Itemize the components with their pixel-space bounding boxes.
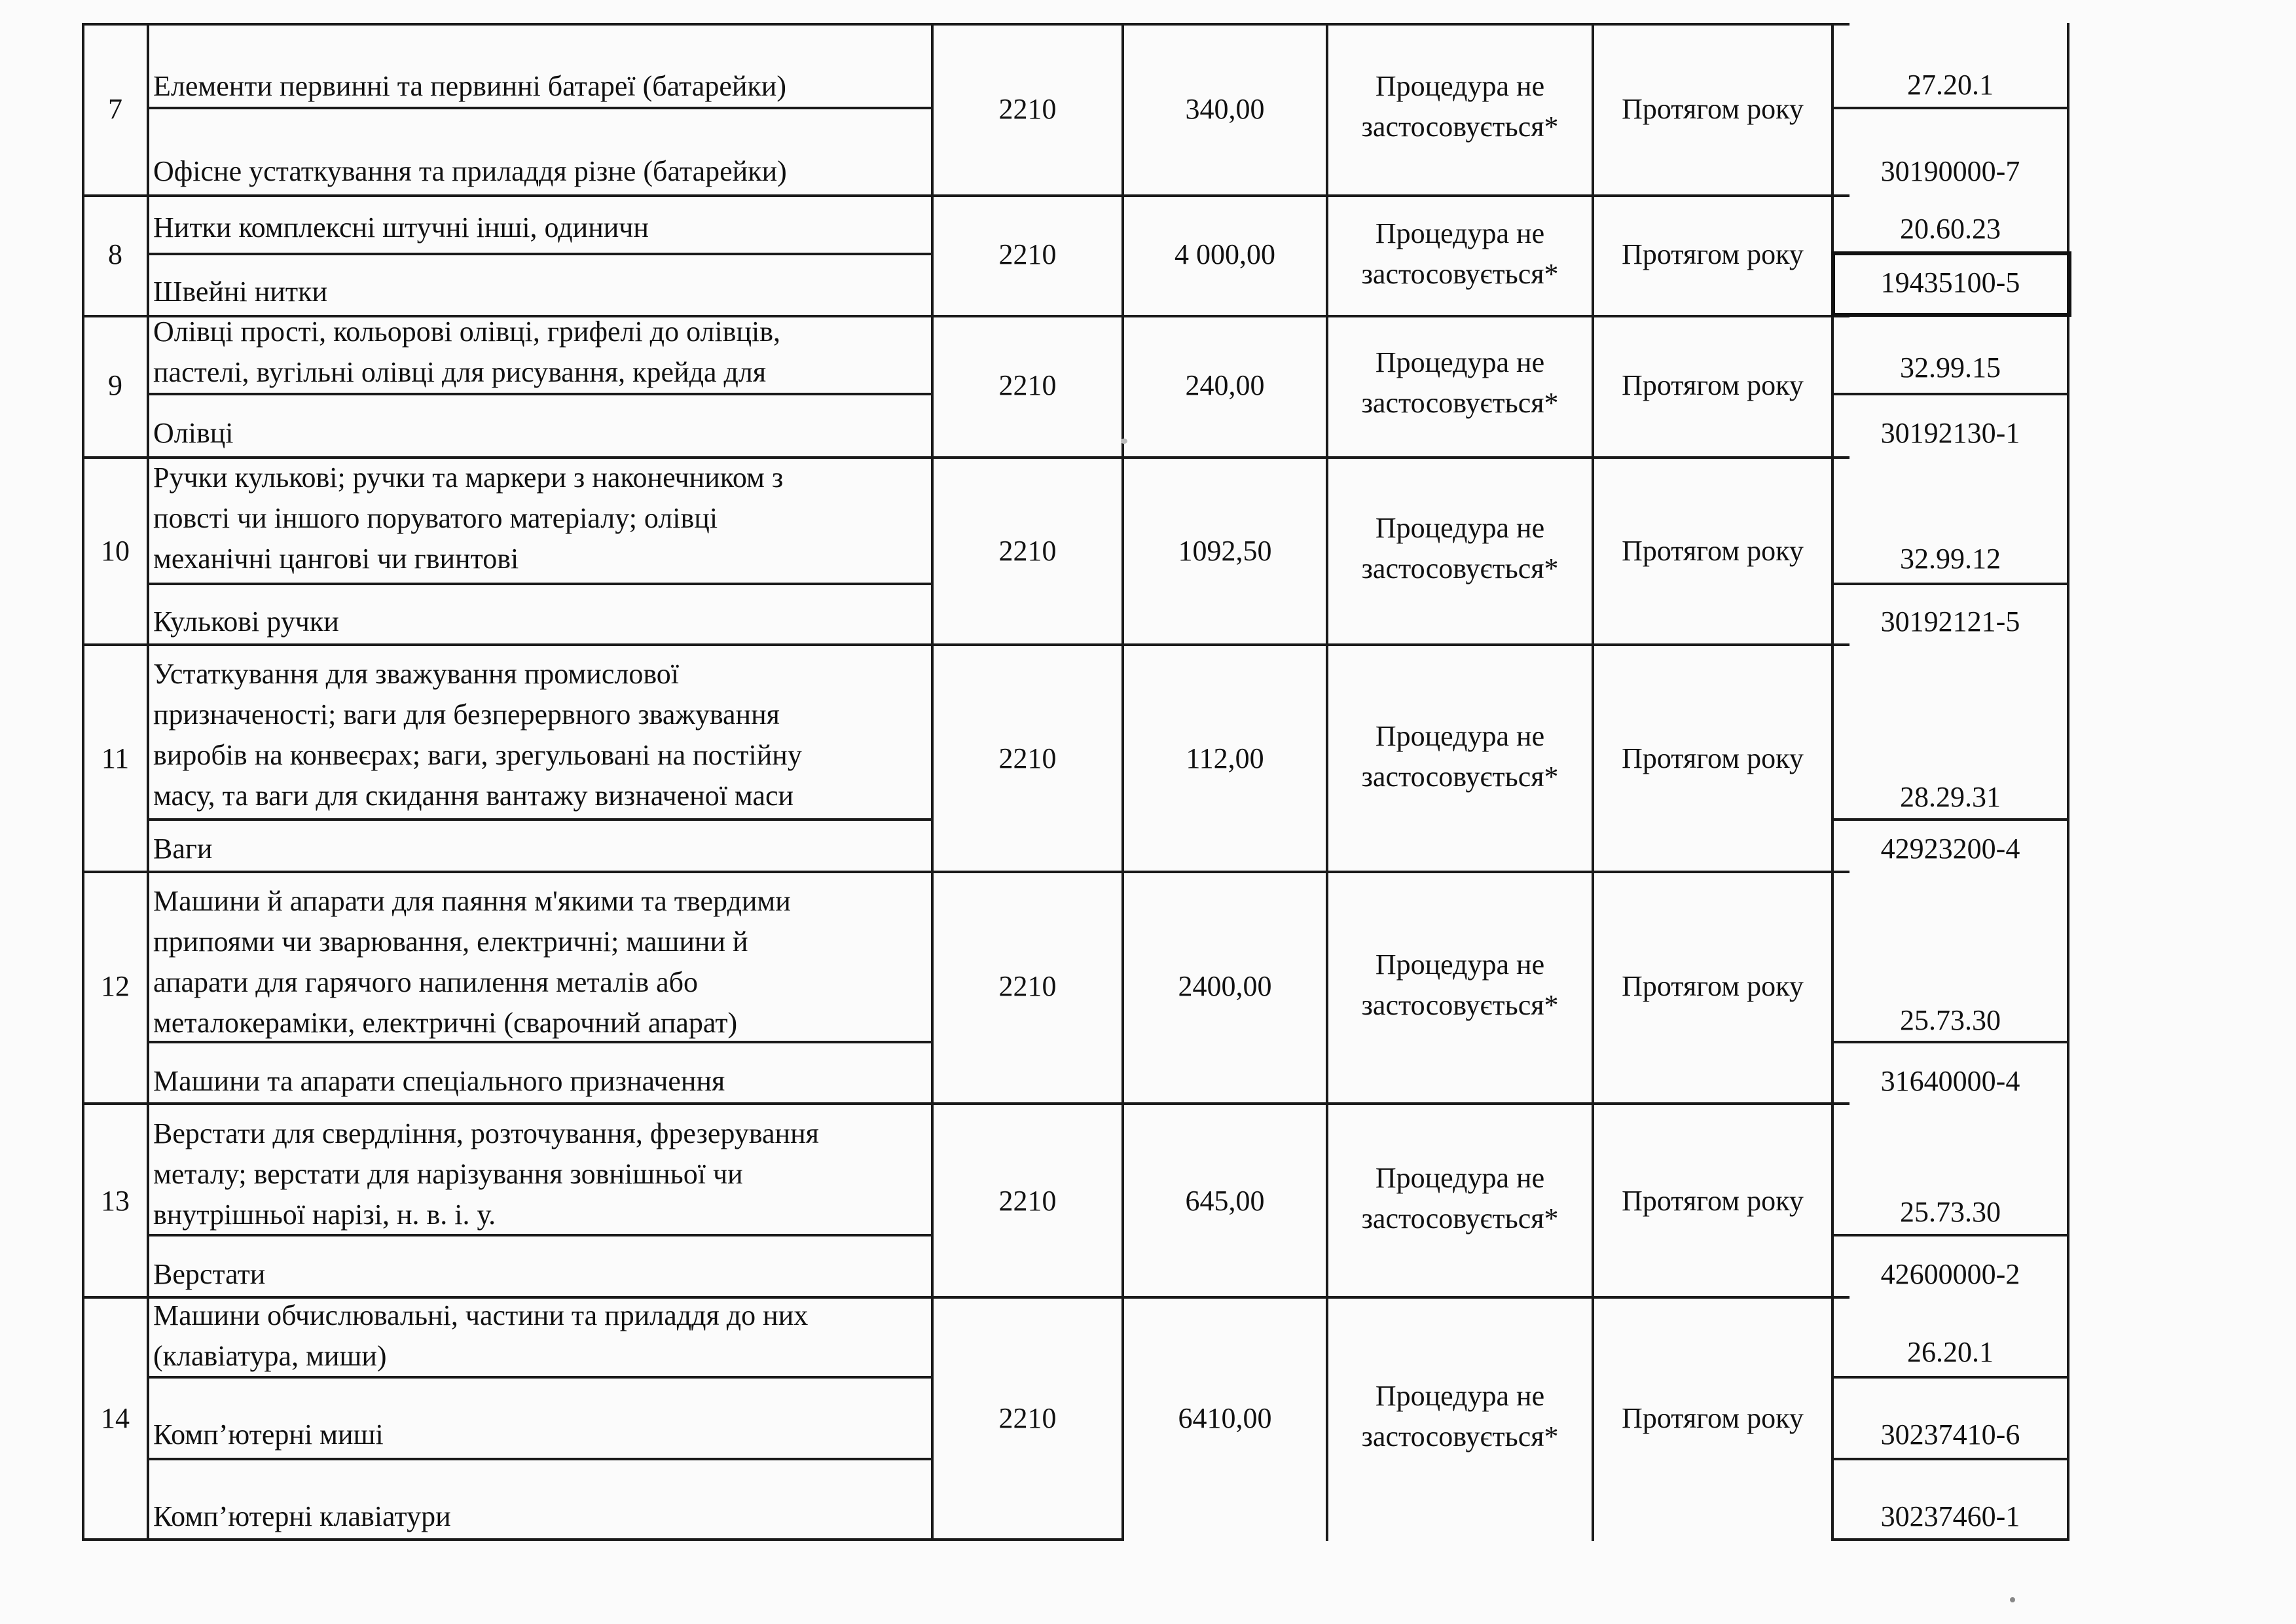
procurement-term: Протягом року <box>1622 970 1804 1002</box>
procedure-line2: застосовується* <box>1361 387 1559 419</box>
amount: 240,00 <box>1185 369 1265 401</box>
sub-separator <box>1831 1458 2069 1460</box>
kekv-code: 2210 <box>998 1402 1057 1434</box>
row-separator <box>82 194 1850 197</box>
kekv-code: 2210 <box>998 1185 1057 1217</box>
amount: 645,00 <box>1185 1185 1265 1217</box>
procurement-term: Протягом року <box>1622 535 1804 567</box>
item-name: Олівці прості, кольорові олівці, грифелі до олівців, <box>153 316 780 348</box>
classifier-code: 25.73.30 <box>1900 1196 2001 1228</box>
procedure-line2: застосовується* <box>1361 111 1559 143</box>
procedure-line1: Процедура не <box>1375 948 1545 981</box>
cpv-code: 31640000-4 <box>1880 1065 2020 1097</box>
row-number: 12 <box>101 970 130 1002</box>
row-number: 10 <box>101 535 130 567</box>
sub-separator <box>1831 107 2069 109</box>
item-name: пастелі, вугільні олівці для рисування, крейда для <box>153 356 767 388</box>
item-name: Машини та апарати спеціального призначення <box>153 1065 725 1097</box>
sub-separator <box>1831 1234 2069 1236</box>
procedure-line1: Процедура не <box>1375 346 1545 378</box>
procedure-line1: Процедура не <box>1375 217 1545 249</box>
item-name: Машини обчислювальні, частини та приладдя до них <box>153 1299 809 1331</box>
sub-separator <box>1831 393 2069 395</box>
amount: 340,00 <box>1185 93 1265 125</box>
row-separator <box>82 1102 1850 1105</box>
classifier-code: 32.99.15 <box>1900 352 2001 384</box>
procedure-line1: Процедура не <box>1375 1380 1545 1412</box>
sub-separator <box>1831 818 2069 821</box>
column-border <box>147 23 149 1541</box>
amount: 1092,50 <box>1178 535 1272 567</box>
table-top-border <box>82 23 1850 26</box>
item-name: Ваги <box>153 833 213 865</box>
item-name: Ручки кулькові; ручки та маркери з наконечником з <box>153 461 784 494</box>
cpv-code: 19435100-5 <box>1880 266 2020 298</box>
row-separator <box>82 643 1850 646</box>
procedure-line2: застосовується* <box>1361 1202 1559 1235</box>
item-name: призначеності; ваги для безперервного зважування <box>153 698 780 731</box>
amount: 2400,00 <box>1178 970 1272 1002</box>
item-name: апарати для гарячого напилення металів або <box>153 966 699 998</box>
procurement-term: Протягом року <box>1622 742 1804 774</box>
scan-speck <box>2010 1597 2015 1602</box>
item-name: Машини й апарати для паяння м'якими та твердими <box>153 885 791 917</box>
sub-separator <box>149 583 932 585</box>
kekv-code: 2210 <box>998 369 1057 401</box>
table-bottom-border <box>82 1538 1123 1541</box>
item-name: Офісне устаткування та приладдя різне (батарейки) <box>153 155 787 187</box>
item-name: масу, та ваги для скидання вантажу визначеної маси <box>153 780 794 812</box>
item-name: металокераміки, електричні (сварочний апарат) <box>153 1007 738 1039</box>
kekv-code: 2210 <box>998 970 1057 1002</box>
row-number: 11 <box>101 742 130 774</box>
procedure-line2: застосовується* <box>1361 761 1559 793</box>
row-number: 7 <box>108 93 122 125</box>
item-name: Нитки комплексні штучні інші, одиничн <box>153 211 649 244</box>
cpv-code: 30237410-6 <box>1880 1418 2020 1451</box>
item-name: Елементи первинні та первинні батареї (батарейки) <box>153 70 786 102</box>
procedure-line1: Процедура не <box>1375 512 1545 544</box>
item-name: Кулькові ручки <box>153 605 339 638</box>
scan-speck <box>1121 439 1127 444</box>
column-border <box>2067 23 2069 1541</box>
procedure-line2: застосовується* <box>1361 258 1559 290</box>
sub-separator <box>1831 1376 2069 1379</box>
procedure-line1: Процедура не <box>1375 1162 1545 1194</box>
item-name: припоями чи зварювання, електричні; машини й <box>153 926 748 958</box>
sub-separator <box>149 1458 932 1460</box>
procurement-term: Протягом року <box>1622 369 1804 401</box>
item-name: Верстати <box>153 1258 266 1290</box>
item-name: Комп’ютерні миші <box>153 1418 384 1451</box>
row-number: 9 <box>108 369 122 401</box>
cpv-code: 30192130-1 <box>1880 417 2020 449</box>
item-name: повсті чи іншого поруватого матеріалу; олівці <box>153 502 718 534</box>
classifier-code: 27.20.1 <box>1907 69 1994 101</box>
item-name: Верстати для свердління, розточування, фрезерування <box>153 1117 819 1149</box>
procedure-line2: застосовується* <box>1361 1420 1559 1453</box>
item-name: механічні цангові чи гвинтові <box>153 543 519 575</box>
cpv-code: 30237460-1 <box>1880 1500 2020 1532</box>
procurement-term: Протягом року <box>1622 1185 1804 1217</box>
amount: 6410,00 <box>1178 1402 1272 1434</box>
procedure-line2: застосовується* <box>1361 989 1559 1021</box>
classifier-code: 26.20.1 <box>1907 1336 1994 1368</box>
item-name: Швейні нитки <box>153 276 327 308</box>
cpv-code: 42923200-4 <box>1880 833 2020 865</box>
classifier-code: 32.99.12 <box>1900 543 2001 575</box>
sub-separator <box>1831 583 2069 585</box>
procurement-term: Протягом року <box>1622 1402 1804 1434</box>
kekv-code: 2210 <box>998 742 1057 774</box>
procedure-line1: Процедура не <box>1375 720 1545 752</box>
classifier-code: 28.29.31 <box>1900 781 2001 813</box>
procedure-line1: Процедура не <box>1375 70 1545 102</box>
row-number: 8 <box>108 238 122 270</box>
kekv-code: 2210 <box>998 93 1057 125</box>
item-name: (клавіатура, миши) <box>153 1340 387 1372</box>
item-name: внутрішньої нарізі, н. в. і. у. <box>153 1199 496 1231</box>
amount: 112,00 <box>1186 742 1264 774</box>
procedure-line2: застосовується* <box>1361 552 1559 585</box>
procurement-term: Протягом року <box>1622 93 1804 125</box>
row-separator <box>82 871 1850 873</box>
item-name: металу; верстати для нарізування зовнішньої чи <box>153 1158 743 1190</box>
item-name: виробів на конвеєрах; ваги, зрегульовані на постійну <box>153 739 802 771</box>
row-number: 13 <box>101 1185 130 1217</box>
kekv-code: 2210 <box>998 238 1057 270</box>
item-name: Устаткування для зважування промислової <box>153 658 680 690</box>
cpv-code: 30192121-5 <box>1880 605 2020 638</box>
table-bottom-border <box>1831 1538 2069 1541</box>
item-name: Олівці <box>153 417 234 449</box>
cpv-code: 30190000-7 <box>1880 155 2020 187</box>
item-name: Комп’ютерні клавіатури <box>153 1500 451 1532</box>
row-number: 14 <box>101 1402 130 1434</box>
kekv-code: 2210 <box>998 535 1057 567</box>
classifier-code: 20.60.23 <box>1900 213 2001 245</box>
procurement-term: Протягом року <box>1622 238 1804 270</box>
sub-separator <box>149 253 932 255</box>
amount: 4 000,00 <box>1175 238 1275 270</box>
classifier-code: 25.73.30 <box>1900 1004 2001 1036</box>
sub-separator <box>149 818 932 821</box>
cpv-code: 42600000-2 <box>1880 1258 2020 1290</box>
